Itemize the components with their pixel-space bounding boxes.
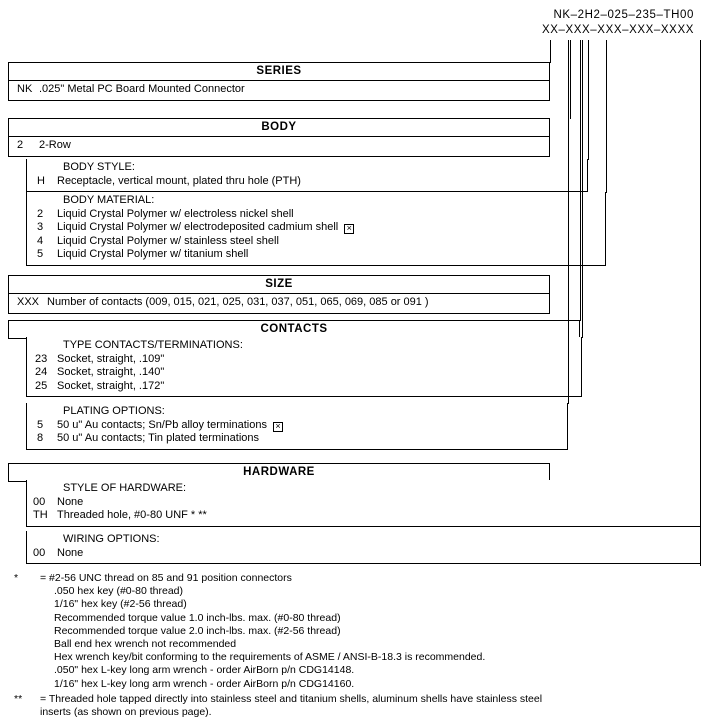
section-series-body xyxy=(8,81,550,101)
group-style-of-hardware xyxy=(26,480,701,527)
option-desc: Socket, straight, .172" xyxy=(57,379,165,392)
footnote-detail: inserts (as shown on previous page). xyxy=(40,706,212,719)
option-code: 8 xyxy=(37,432,44,444)
option-desc: None xyxy=(57,546,84,559)
part-number-mask: XX–XXX–XXX–XXX–XXXX xyxy=(541,24,694,36)
group-body-material xyxy=(26,192,606,266)
footnote-detail: Recommended torque value 1.0 inch-lbs. max. (#0-80 thread) xyxy=(54,611,341,624)
section-body-title: BODY xyxy=(8,118,550,137)
footnote-detail: 1/16" hex L-key long arm wrench - order AirBorn p/n CDG14160. xyxy=(54,677,355,690)
section-size xyxy=(8,275,550,314)
leader-line-body xyxy=(570,40,571,119)
group-wiring-options xyxy=(26,531,701,564)
footnote-text: = Threaded hole tapped directly into stainless steel and titanium shells, aluminum shells have stainless steel xyxy=(40,692,543,705)
footnote-marker: ** xyxy=(14,692,23,705)
section-series-title: SERIES xyxy=(8,62,550,81)
list-item xyxy=(27,235,605,249)
list-item xyxy=(9,83,549,97)
group-body-material-box xyxy=(26,192,606,266)
footnotes xyxy=(14,572,684,719)
section-body xyxy=(8,118,550,157)
leader-line-type-contacts xyxy=(582,40,583,338)
option-code: 4 xyxy=(37,234,44,247)
list-item xyxy=(9,296,549,310)
group-plating-options-box xyxy=(26,403,568,450)
group-label: BODY STYLE: xyxy=(63,161,135,173)
option-code: 23 xyxy=(35,352,48,365)
option-desc: Threaded hole, #0-80 UNF * ** xyxy=(57,509,207,521)
footnote-detail: Hex wrench key/bit conforming to the requirements of ASME / ANSI-B-18.3 is recommended. xyxy=(54,651,486,664)
list-item xyxy=(27,221,605,235)
footnote-marker: * xyxy=(14,572,19,584)
option-desc xyxy=(57,208,605,222)
selected-marker-icon xyxy=(273,422,283,432)
part-number-header xyxy=(542,8,694,38)
selected-marker-icon xyxy=(344,224,354,234)
list-item xyxy=(27,419,567,433)
option-desc-text: Liquid Crystal Polymer w/ electrodeposited cadmium shell xyxy=(57,221,339,233)
option-code: NK xyxy=(17,83,33,95)
option-code: 5 xyxy=(37,248,44,260)
list-item xyxy=(27,175,587,189)
option-desc-text: 50 u" Au contacts; Sn/Pb alloy terminations xyxy=(57,418,267,431)
list-item xyxy=(27,248,605,262)
option-desc: 2-Row xyxy=(39,139,71,151)
list-item xyxy=(27,547,701,561)
group-type-contacts-box xyxy=(26,337,582,397)
group-plating-options xyxy=(26,403,568,450)
footnote-detail: .050 hex key (#0-80 thread) xyxy=(54,585,183,598)
list-item xyxy=(27,509,701,523)
list-item xyxy=(9,139,549,153)
leader-line-body-material xyxy=(606,40,607,193)
option-code: H xyxy=(37,174,45,187)
option-code: 3 xyxy=(37,221,44,233)
option-desc: Socket, straight, .140" xyxy=(57,366,165,378)
footnote-detail: Ball end hex wrench not recommended xyxy=(54,638,237,651)
list-item xyxy=(27,496,701,510)
group-label: BODY MATERIAL: xyxy=(63,194,155,206)
option-code: TH xyxy=(33,509,48,521)
leader-line-contacts xyxy=(580,40,581,321)
option-code: XXX xyxy=(17,296,40,308)
option-desc: None xyxy=(57,495,84,508)
option-code: 25 xyxy=(35,379,48,392)
option-code: 00 xyxy=(33,495,46,508)
option-desc: 50 u" Au contacts; Tin plated terminations xyxy=(57,432,260,444)
option-desc: Socket, straight, .109" xyxy=(57,352,165,365)
option-desc xyxy=(57,221,605,235)
option-desc: Receptacle, vertical mount, plated thru hole (PTH) xyxy=(57,174,301,187)
list-item xyxy=(27,380,581,394)
section-series xyxy=(8,62,550,101)
option-code: 00 xyxy=(33,546,46,559)
option-desc: Number of contacts (009, 015, 021, 025, 031, 037, 051, 065, 069, 085 or 091 ) xyxy=(47,296,429,308)
group-type-contacts xyxy=(26,337,582,397)
group-label: WIRING OPTIONS: xyxy=(63,533,160,545)
section-size-title: SIZE xyxy=(8,275,550,294)
footnote-double-asterisk xyxy=(14,693,684,706)
footnote-text: = #2-56 UNC thread on 85 and 91 position connectors xyxy=(40,572,292,584)
option-code: 24 xyxy=(35,366,48,378)
group-wiring-options-box xyxy=(26,531,701,564)
option-code: 2 xyxy=(37,207,44,220)
group-body-style xyxy=(26,159,588,192)
section-hardware-title: HARDWARE xyxy=(8,463,550,482)
section-body-body xyxy=(8,137,550,157)
leader-line-series xyxy=(550,40,551,63)
group-label: TYPE CONTACTS/TERMINATIONS: xyxy=(63,339,243,351)
list-item xyxy=(27,432,567,446)
option-desc-text: Liquid Crystal Polymer w/ electroless nickel shell xyxy=(57,207,294,220)
list-item xyxy=(27,208,605,222)
part-number-example: NK–2H2–025–235–TH00 xyxy=(553,9,694,21)
group-body-style-box xyxy=(26,159,588,192)
group-label: PLATING OPTIONS: xyxy=(63,405,165,417)
option-desc: Liquid Crystal Polymer w/ stainless steel shell xyxy=(57,234,279,247)
footnote-detail: Recommended torque value 2.0 inch-lbs. max. (#2-56 thread) xyxy=(54,624,341,637)
footnote-detail: 1/16" hex key (#2-56 thread) xyxy=(54,598,187,611)
option-desc: .025" Metal PC Board Mounted Connector xyxy=(39,83,245,95)
leader-line-hardware xyxy=(700,40,701,566)
list-item xyxy=(27,366,581,380)
section-contacts-title: CONTACTS xyxy=(8,320,580,339)
option-desc: Liquid Crystal Polymer w/ titanium shell xyxy=(57,248,249,260)
list-item xyxy=(27,353,581,367)
option-desc xyxy=(57,419,567,433)
option-code: 5 xyxy=(37,418,44,431)
section-size-body xyxy=(8,294,550,314)
footnote-detail: .050" hex L-key long arm wrench - order AirBorn p/n CDG14148. xyxy=(54,664,355,677)
footnote-single-asterisk xyxy=(14,572,684,585)
leader-line-body-style xyxy=(588,40,589,160)
leader-line-plating xyxy=(568,40,569,404)
group-label: STYLE OF HARDWARE: xyxy=(63,482,187,494)
option-code: 2 xyxy=(17,139,24,151)
group-style-of-hardware-box xyxy=(26,480,701,527)
